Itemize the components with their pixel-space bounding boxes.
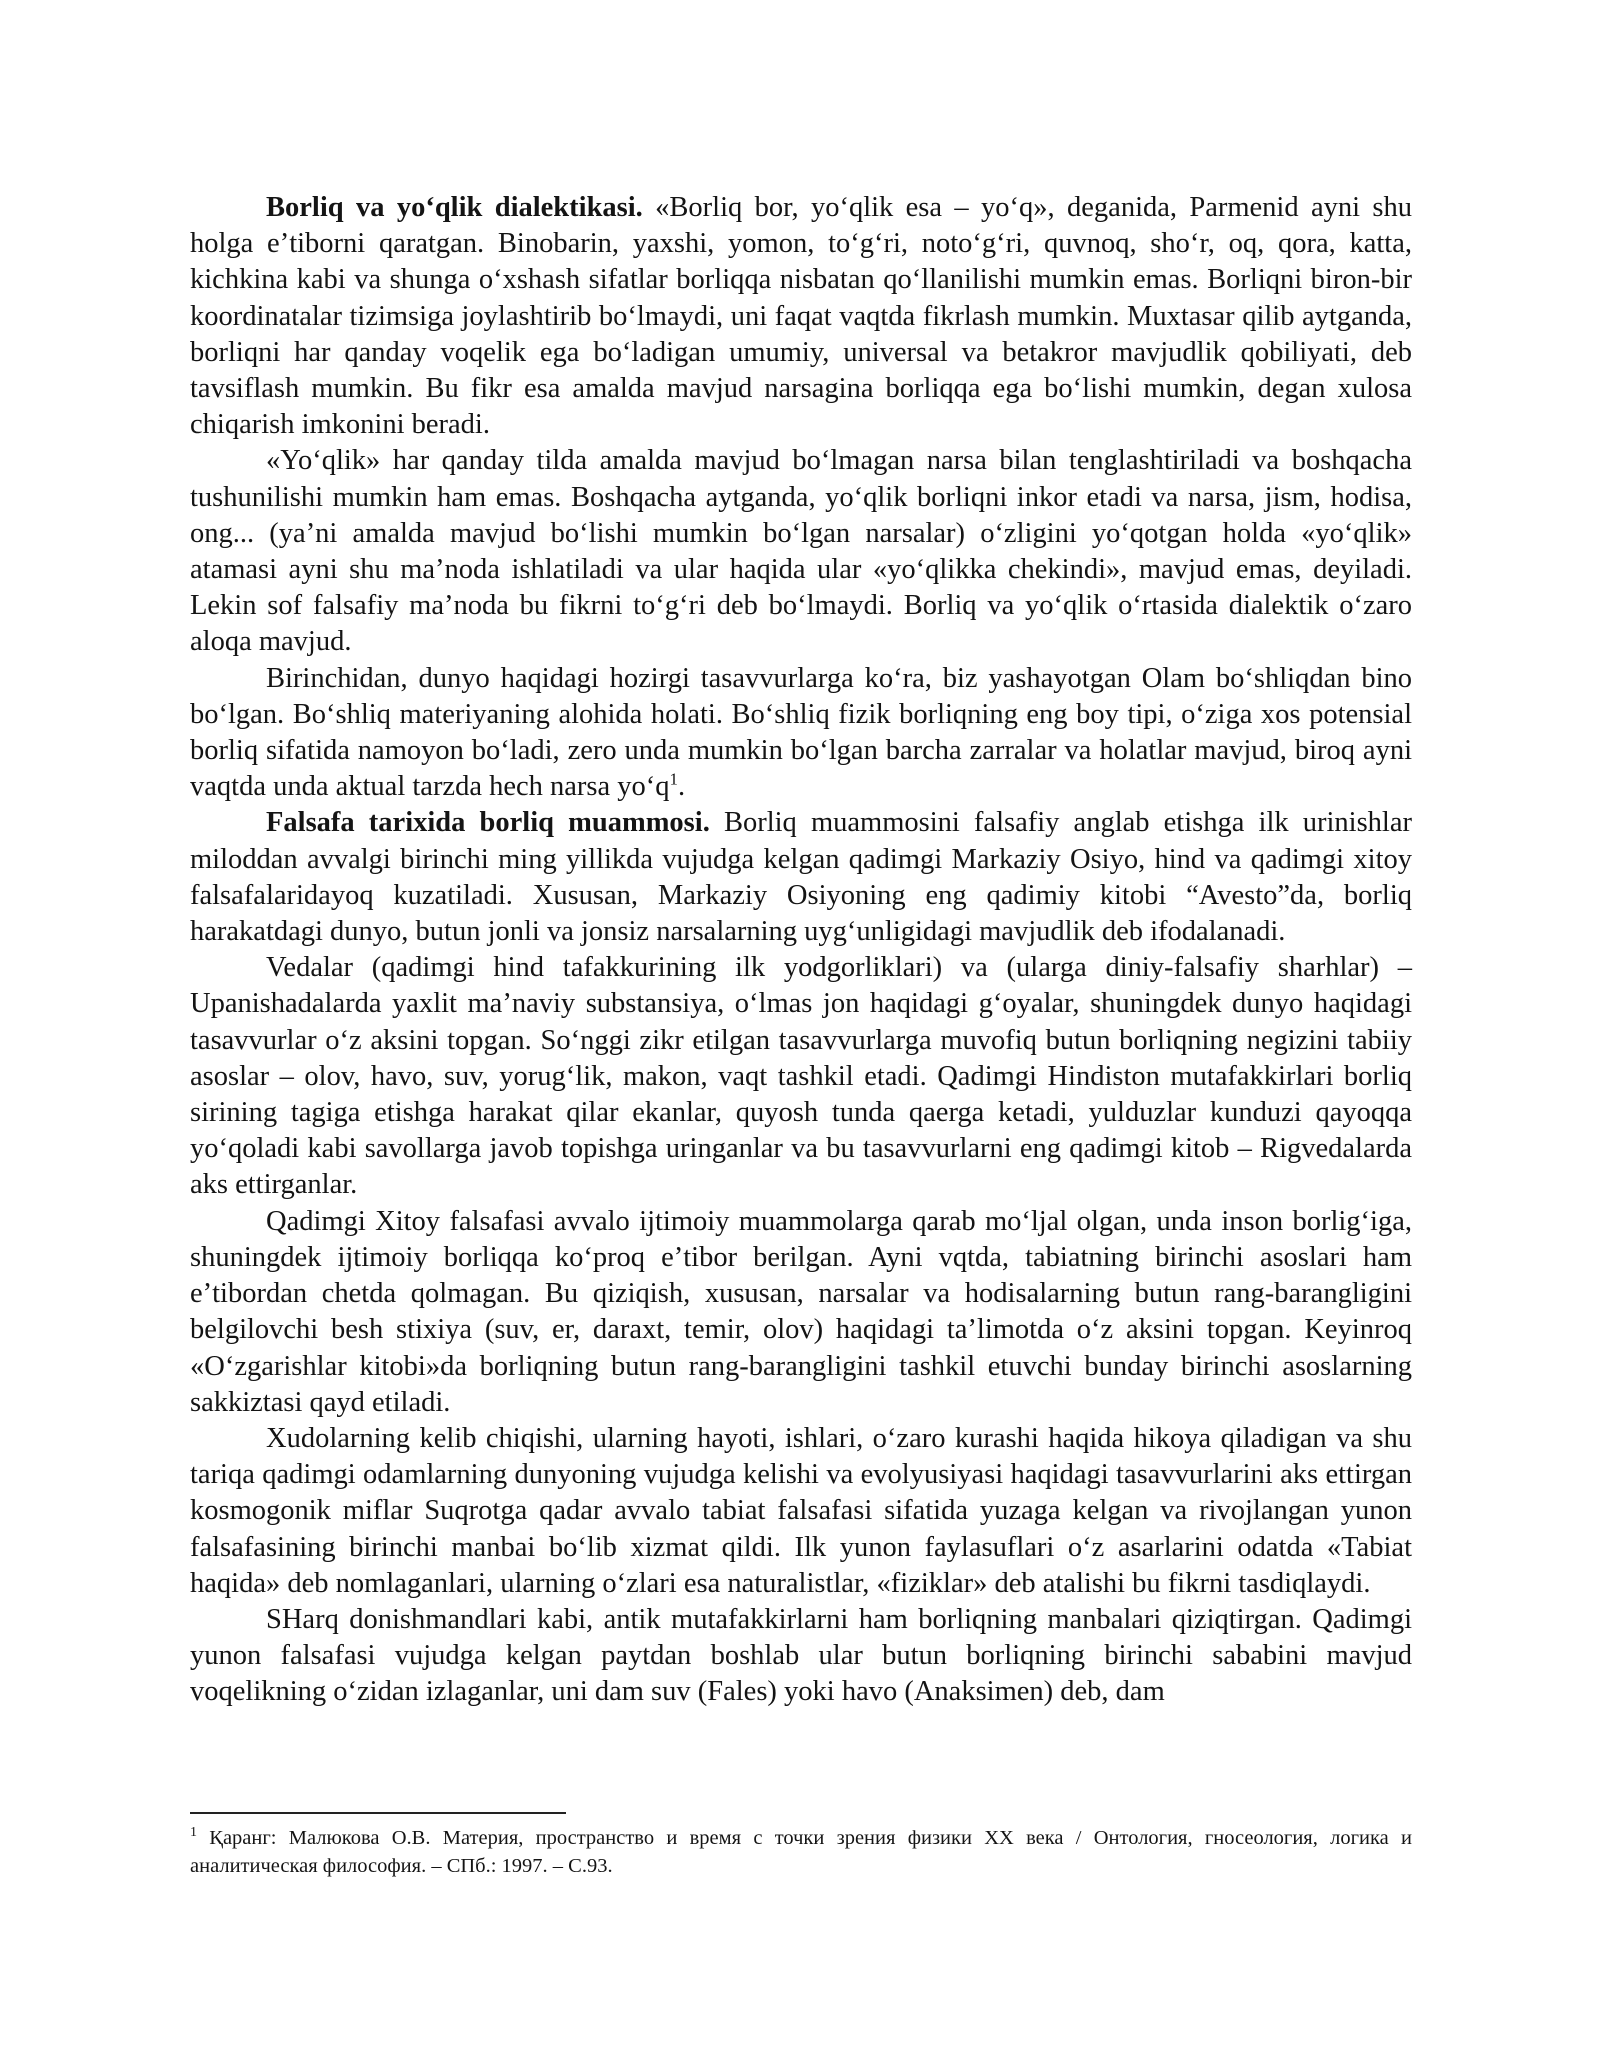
- paragraph-text: Borliq muammosini falsafiy anglab etishga ilk urinishlar miloddan avvalgi birinchi ming yillikda vujudga kelgan qadimgi Markaziy Osiyo, hind va qadimgi xitoy falsafalaridayoq kuzatiladi. Xususan, Markaziy Osiyoning eng qadimiy kitobi “Avesto”da, borliq harakatdagi dunyo, butun jonli va jonsiz narsalarning uygʻunligidagi mavjudlik deb ifodalanadi.: [190, 807, 1412, 948]
- paragraph-text: Birinchidan, dunyo haqidagi hozirgi tasavvurlarga koʻra, biz yashayotgan Olam boʻshliqdan bino boʻlgan. Boʻshliq materiyaning alohida holati. Boʻshliq fizik borliqning eng boy tipi, oʻziga xos potensial borliq sifatida namoyon boʻladi, zero unda mumkin boʻlgan barcha zarralar va holatlar mavjud, biroq ayni vaqtda unda aktual tarzda hech narsa yoʻq: [190, 662, 1412, 803]
- paragraph-text: SHarq donishmandlari kabi, antik mutafakkirlarni ham borliqning manbalari qiziqtirgan. Qadimgi yunon falsafasi vujudga kelgan paytdan boshlab ular butun borliqning birinchi sababini mavjud voqelikning oʻzidan izlaganlar, uni dam suv (Fales) yoki havo (Anaksimen) deb, dam: [190, 1603, 1412, 1708]
- paragraph-text: «Yoʻqlik» har qanday tilda amalda mavjud boʻlmagan narsa bilan tenglashtiriladi va boshqacha tushunilishi mumkin ham emas. Boshqacha aytganda, yoʻqlik borliqni inkor etadi va narsa, jism, hodisa, ong... (yaʼni amalda mavjud boʻlishi mumkin boʻlgan narsalar) oʻzligini yoʻqotgan holda «yoʻqlik» atamasi ayni shu maʼnoda ishlatiladi va ular haqida ular «yoʻqlikka chekindi», mavjud emas, deyiladi. Lekin sof falsafiy maʼnoda bu fikrni toʻgʻri deb boʻlmaydi. Borliq va yoʻqlik oʻrtasida dialektik oʻzaro aloqa mavjud.: [190, 445, 1412, 658]
- paragraph-vacuum: [190, 661, 1412, 806]
- paragraph-greek-myths: [190, 1421, 1412, 1602]
- section-heading: Borliq va yoʻqlik dialektikasi.: [266, 192, 643, 223]
- paragraph-text: «Borliq bor, yoʻqlik esa – yoʻq», deganida, Parmenid ayni shu holga eʼtiborni qaratgan. Binobarin, yaxshi, yomon, toʻgʻri, notoʻgʻri, quvnoq, shoʻr, oq, qora, katta, kichkina kabi va shunga oʻxshash sifatlar borliqqa nisbatan qoʻllanilishi mumkin emas. Borliqni biron-bir koordinatalar tizimsiga joylashtirib boʻlmaydi, uni faqat vaqtda fikrlash mumkin. Muxtasar qilib aytganda, borliqni har qanday voqelik ega boʻladigan umumiy, universal va betakror mavjudlik qobiliyati, deb tavsiflash mumkin. Bu fikr esa amalda mavjud narsagina borliqqa ega boʻlishi mumkin, degan xulosa chiqarish imkonini beradi.: [190, 192, 1412, 441]
- paragraph-text-tail: .: [678, 771, 686, 803]
- document-body: [190, 190, 1412, 1711]
- paragraph-text: Vedalar (qadimgi hind tafakkurining ilk yodgorliklari) va (ularga diniy-falsafiy sharhlar) – Upanishadalarda yaxlit maʼnaviy substansiya, oʻlmas jon haqidagi gʻoyalar, shuningdek dunyo haqidagi tasavvurlar oʻz aksini topgan. Soʻnggi zikr etilgan tasavvurlarga muvofiq butun borliqning negizini tabiiy asoslar – olov, havo, suv, yorugʻlik, makon, vaqt tashkil etadi. Qadimgi Hindiston mutafakkirlari borliq sirining tagiga etishga harakat qilar ekanlar, quyosh tunda qaerga ketadi, yulduzlar kunduzi qayoqqa yoʻqoladi kabi savollarga javob topishga uringanlar va bu tasavvurlarni eng qadimgi kitob – Rigvedalarda aks ettirganlar.: [190, 952, 1412, 1201]
- footnote-text: Қаранг: Малюкова О.В. Материя, пространство и время с точки зрения физики ХХ века / Онтология, гносеология, логика и аналитическая философия. – СПб.: 1997. – С.93.: [190, 1827, 1412, 1877]
- footnote-divider: [190, 1812, 566, 1814]
- paragraph-chinese-philosophy: [190, 1204, 1412, 1421]
- paragraph-being-nonbeing-dialectics: [190, 190, 1412, 443]
- footnote-mark: 1: [190, 1825, 197, 1841]
- paragraph-history-of-being: [190, 805, 1412, 950]
- paragraph-vedas: [190, 950, 1412, 1203]
- footnote: [190, 1824, 1412, 1880]
- paragraph-antique-thinkers: [190, 1602, 1412, 1711]
- paragraph-nonbeing: [190, 443, 1412, 660]
- section-heading: Falsafa tarixida borliq muammosi.: [266, 807, 710, 839]
- paragraph-text: Qadimgi Xitoy falsafasi avvalo ijtimoiy muammolarga qarab moʻljal olgan, unda inson borligʻiga, shuningdek ijtimoiy borliqqa koʻproq eʼtibor berilgan. Ayni vqtda, tabiatning birinchi asoslari ham eʼtibordan chetda qolmagan. Bu qiziqish, xususan, narsalar va hodisalarning butun rang-barangligini belgilovchi besh stixiya (suv, er, daraxt, temir, olov) haqidagi taʼlimotda oʻz aksini topgan. Keyinroq «Oʻzgarishlar kitobi»da borliqning butun rang-barangligini tashkil etuvchi bunday birinchi asoslarning sakkiztasi qayd etiladi.: [190, 1205, 1412, 1418]
- footnote-reference[interactable]: 1: [669, 769, 679, 789]
- paragraph-text: Xudolarning kelib chiqishi, ularning hayoti, ishlari, oʻzaro kurashi haqida hikoya qiladigan va shu tariqa qadimgi odamlarning dunyoning vujudga kelishi va evolyusiyasi haqidagi tasavvurlarini aks ettirgan kosmogonik miflar Suqrotga qadar avvalo tabiat falsafasi sifatida yuzaga kelgan va rivojlangan yunon falsafasining birinchi manbai boʻlib xizmat qildi. Ilk yunon faylasuflari oʻz asarlarini odatda «Tabiat haqida» deb nomlaganlari, ularning oʻzlari esa naturalistlar, «fiziklar» deb atalishi bu fikrni tasdiqlaydi.: [190, 1422, 1412, 1599]
